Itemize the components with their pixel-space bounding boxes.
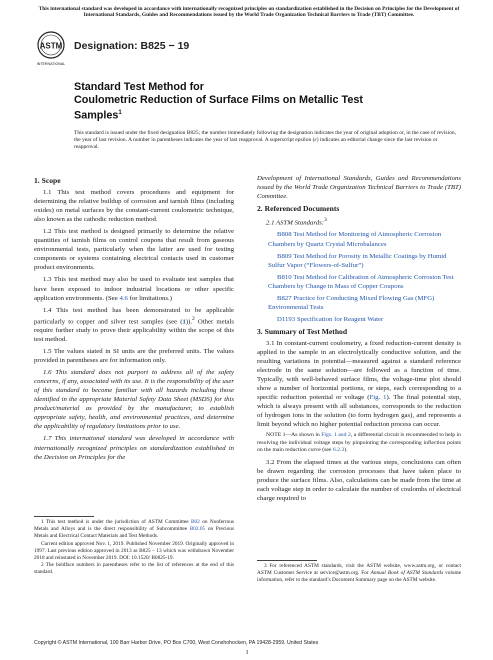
footnote-1-edition: Current edition approved Nov. 1, 2019. Published November 2019. Originally approved in 1997. Last previous edition approved in 2013 as B825 – 13 which was withdrawn November 2018 and reinstated in November 2019. DOI: 10.1520/ B0825-19. (34, 540, 234, 561)
fn3-text: 3 For referenced ASTM standards, visit the ASTM website, www.astm.org, or contact ASTM Customer Service at service@astm.org. For (257, 563, 461, 576)
footnote-divider-right (257, 560, 317, 561)
footnote-2-mark: 2 (192, 315, 195, 322)
reference-code[interactable]: B808 (277, 231, 292, 239)
svg-text:ASTM: ASTM (39, 41, 63, 51)
designation: Designation: B825 − 19 (74, 40, 190, 52)
note-1-text-end: ). (344, 447, 348, 454)
reference-code[interactable]: B810 (277, 273, 292, 281)
paragraph-3-1 (257, 339, 461, 429)
title-line-1: Standard Test Method for (74, 81, 204, 93)
fig-1-link[interactable]: Fig. 1 (369, 394, 387, 402)
paragraph-1-1: 1.1 This test method covers procedures and equipment for determining the relative buildup of corrosion and tarnish films (including oxides) on metal surfaces by the constant-current coulometric technique, also known as the cathodic reduction method. (34, 189, 234, 224)
reference-code[interactable]: D1193 (277, 315, 296, 323)
subcommittee-b02-05-link[interactable]: B02.05 (189, 525, 206, 532)
title-line-3-text: Samples (74, 109, 119, 122)
title-footnote-mark: 1 (118, 110, 122, 116)
paragraph-3-2: 3.2 From the elapsed times at the various steps, conclusions can often be drawn regarding the corrosion processes that have taken place to produce the surface films. Also, calculations can be made from the time at each voltage step in order to calculate the number of coulombs of electrical charge required to (257, 458, 461, 502)
copyright-notice: Copyright © ASTM International, 100 Barr Harbor Drive, PO Box C700, West Conshohocken, PA 19428-2959. United States (34, 640, 319, 646)
footnote-3 (257, 563, 461, 584)
footnote-2: 2 The boldface numbers in parentheses refer to the list of references at the end of this standard. (34, 562, 234, 576)
section-6-2-3-link[interactable]: 6.2.3 (332, 447, 345, 454)
fn1-text: 1 This test method is under the jurisdiction of ASTM Committee (41, 519, 191, 525)
p1-3-text-end: for limitations.) (127, 294, 172, 302)
note-1 (257, 432, 461, 454)
referenced-standards-list (257, 230, 461, 323)
committee-b02-link[interactable]: B02 (190, 519, 200, 525)
p3-1-text: 3.1 In constant-current coulometry, a fixed reduction-current density is applied to the sample in an electrolytically conductive solution, and the resulting variations in potential—measured against a standard reference electrode in the same solution—are followed as a function of time. Typically, with well-behaved surface films, the voltage-time plot should show a number of horizontal portions, or steps, each corresponding to a specific reduction potential or voltage ( (257, 339, 461, 402)
reference-item[interactable] (257, 252, 461, 270)
astm-standards-intro (257, 216, 461, 227)
left-column (34, 174, 234, 465)
fn3-text-end: volume information, refer to the standard’s Document Summary page on the ASTM website. (257, 569, 461, 583)
note-1-text: NOTE 1—As shown in (266, 432, 322, 439)
footnotes-left (34, 519, 234, 577)
reference-code[interactable]: B809 (277, 252, 292, 260)
reference-item[interactable] (257, 273, 461, 291)
p3-1-text-end: ). The final potential step, which is always present with all substances, corresponds to the reduction of hydrogen ions in the solution (to form hydrogen gas), and represents a limit beyond which no higher potential reduction process can occur. (257, 394, 461, 429)
fn1-text-mid: on Nonferrous Metals and Alloys and is the direct responsibility of Subcommittee (34, 519, 234, 532)
fn3-italic: Annual Book of ASTM Standards (370, 569, 444, 576)
international-standard-notice: This international standard was developed in accordance with internationally recognized principles on standardization established in the Decision on Principles for the Development of International Standards, Guides and Recommendations issued by the World Trade Organization Technical Barriers to Trade (TBT) Committee. (38, 6, 460, 19)
reference-1-link[interactable]: 1 (182, 317, 186, 325)
reference-item[interactable] (257, 315, 461, 324)
p1-3-text: 1.3 This test method may also be used to evaluate test samples that have been exposed to indoor industrial locations or other specific application environments. (See (34, 276, 234, 302)
reference-code[interactable]: B827 (277, 294, 292, 302)
referenced-documents-heading: 2. Referenced Documents (257, 204, 340, 214)
title-line-3 (74, 107, 454, 123)
p1-4-text-mid: )). (185, 317, 193, 325)
document-title (74, 81, 454, 123)
issued-note: This standard is issued under the fixed designation B825; the number immediately following the designation indicates the year of original adoption or, in the case of revision, the year of last revision. A number in parentheses indicates the year of last reapproval. A superscript epsilon (ε) indicates an editorial change since the last revision or reapproval. (74, 130, 456, 150)
footnote-divider (34, 516, 94, 517)
astm-logo (34, 30, 68, 68)
p1-4-text: 1.4 This test method has been demonstrated to be applicable particularly to copper and silver test samples (see ( (34, 306, 234, 325)
page-number: 1 (245, 649, 249, 656)
paragraph-1-4 (34, 306, 234, 344)
title-line-2: Coulometric Reduction of Surface Films on Metallic Test (74, 94, 363, 106)
section-4-6-link[interactable]: 4.6 (119, 294, 128, 302)
summary-heading: 3. Summary of Test Method (257, 326, 348, 336)
svg-text:INTERNATIONAL: INTERNATIONAL (36, 62, 66, 66)
paragraph-1-3 (34, 275, 234, 302)
reference-item[interactable] (257, 230, 461, 248)
astm-logo-icon (34, 30, 68, 68)
fn1-text-end: on Precious Metals and Electrical Contact Materials and Test Methods. (34, 525, 234, 539)
refs-intro-text: 2.1 ASTM Standards: (266, 219, 324, 227)
reference-title[interactable]: Test Method for Porosity in Metallic Coatings by Humid Sulfur Vapor (“Flowers-of-Sulfur”) (268, 252, 447, 269)
right-column (257, 174, 461, 506)
paragraph-1-2: 1.2 This test method is designed primarily to determine the relative quantities of tarnish films on control coupons that result from gaseous environmental tests, particularly when the latter are used for testing components or systems containing electrical contacts used in customer product environments. (34, 228, 234, 272)
note-1-text-mid: , a differential circuit is recommended to help in resolving the individual voltage steps by pinpointing the corresponding inflection points on the main reduction curve (see (257, 432, 461, 454)
paragraph-1-7: 1.7 This international standard was developed in accordance with internationally recognized principles on standardization established in the Decision on Principles for the (34, 435, 234, 461)
paragraph-1-5: 1.5 The values stated in SI units are the preferred units. The values provided in parentheses are for information only. (34, 348, 234, 365)
footnote-1 (34, 519, 234, 540)
reference-item[interactable] (257, 294, 461, 312)
paragraph-1-6: 1.6 This standard does not purport to address all of the safety concerns, if any, associated with its use. It is the responsibility of the user of this standard to become familiar with all hazards including those identified in the appropriate Material Safety Data Sheet (MSDS) for this product/material as provided by the manufacturer, to establish appropriate safety, health, and environmental practices, and determine the applicability of regulatory limitations prior to use. (34, 369, 234, 431)
footnote-3-mark: 3 (323, 217, 327, 224)
reference-title[interactable]: Test Method for Calibration of Atmospheric Corrosion Test Chambers by Change in Mass of Copper Coupons (268, 273, 454, 290)
reference-title[interactable]: Practice for Conducting Mixed Flowing Gas (MFG) Environmental Tests (268, 294, 435, 311)
figs-1-2-link[interactable]: Figs. 1 and 2 (321, 432, 351, 439)
reference-title[interactable]: Test Method for Monitoring of Atmospheric Corrosion Chambers by Quartz Crystal Microbalances (268, 231, 442, 248)
p1-4-text-end: Other metals require further study to prove their applicability within the scope of this test method. (34, 317, 235, 343)
reference-title[interactable]: Specification for Reagent Water (296, 315, 384, 323)
paragraph-1-7-continued: Development of International Standards, Guides and Recommendations issued by the World Trade Organization Technical Barriers to Trade (TBT) Committee. (257, 175, 461, 201)
scope-heading: 1. Scope (34, 176, 61, 185)
footnotes-right (257, 563, 461, 584)
